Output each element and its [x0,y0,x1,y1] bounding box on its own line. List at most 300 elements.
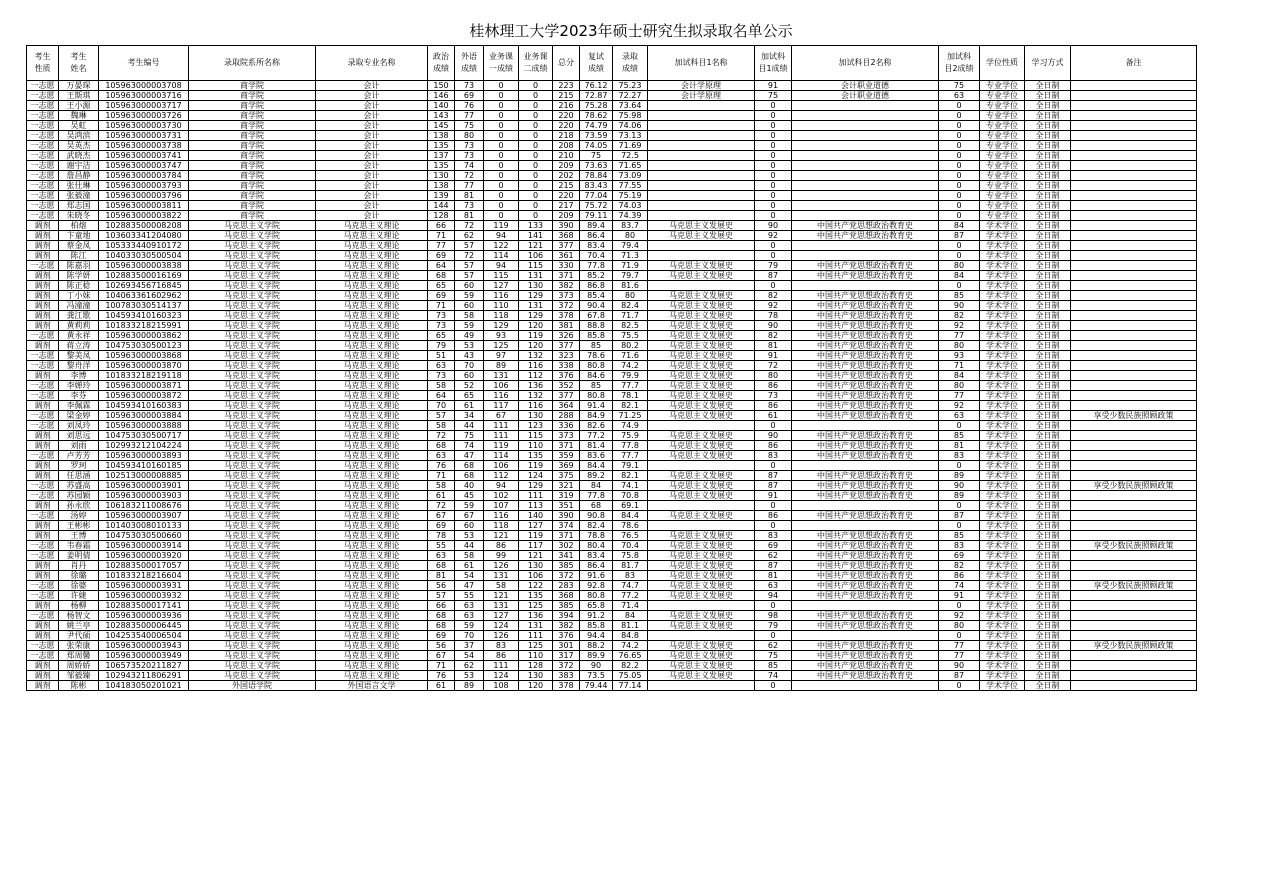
table-cell: 中国共产党思想政治教育史 [792,231,939,241]
table-cell: 390 [553,221,580,231]
table-cell [1071,371,1197,381]
table-cell: 马克思主义学院 [189,291,316,301]
table-cell: 80 [455,131,484,141]
table-cell: 67 [428,511,455,521]
table-cell [1071,471,1197,481]
table-cell: 0 [755,151,792,161]
table-cell: 全日制 [1025,681,1071,691]
table-cell [648,281,755,291]
table-cell: 77.04 [580,191,613,201]
table-cell: 学术学位 [980,411,1025,421]
table-cell: 90 [580,661,613,671]
table-cell: 71.25 [613,411,648,421]
table-cell: 肖丹 [59,561,99,571]
table-cell: 82.1 [613,471,648,481]
table-cell: 0 [755,181,792,191]
table-cell: 学术学位 [980,561,1025,571]
table-cell: 马克思主义发展史 [648,641,755,651]
table-cell: 131 [519,621,553,631]
column-header: 加试科目1名称 [648,46,755,81]
table-cell: 373 [553,431,580,441]
table-cell: 调剂 [27,671,59,681]
table-cell: 59 [455,501,484,511]
table-cell: 61 [428,491,455,501]
table-cell: 马克思主义理论 [316,301,428,311]
table-cell: 86 [484,541,519,551]
table-cell: 75.28 [580,101,613,111]
table-cell: 万晏琛 [59,81,99,91]
table-cell: 学术学位 [980,611,1025,621]
table-row [27,121,1197,131]
table-cell: 陈正稔 [59,281,99,291]
table-cell: 黎美凤 [59,351,99,361]
table-cell: 87 [755,561,792,571]
table-cell: 马克思主义学院 [189,431,316,441]
table-cell: 136 [519,611,553,621]
table-cell: 82 [939,561,980,571]
table-cell: 一志愿 [27,101,59,111]
table-cell: 调剂 [27,271,59,281]
table-cell [1071,301,1197,311]
table-cell: 78.6 [613,521,648,531]
table-cell: 85 [939,531,980,541]
table-cell: 78.62 [580,111,613,121]
table-row [27,191,1197,201]
table-cell: 57 [455,241,484,251]
table-cell: 马克思主义学院 [189,441,316,451]
table-cell: 中国共产党思想政治教育史 [792,271,939,281]
table-cell: 一志愿 [27,651,59,661]
table-cell: 陈嘉羽 [59,261,99,271]
table-cell: 105963000003903 [99,491,189,501]
table-cell: 102883500016169 [99,271,189,281]
table-cell: 105963000003893 [99,451,189,461]
table-cell: 马克思主义学院 [189,381,316,391]
table-cell: 326 [553,331,580,341]
table-cell: 111 [519,631,553,641]
table-cell: 0 [939,211,980,221]
table-cell: 0 [484,151,519,161]
table-cell: 全日制 [1025,151,1071,161]
table-cell: 301 [553,641,580,651]
table-cell: 56 [428,641,455,651]
table-row [27,371,1197,381]
table-cell: 81 [428,571,455,581]
table-cell: 76 [428,461,455,471]
table-cell: 116 [519,401,553,411]
table-cell: 一志愿 [27,381,59,391]
table-cell: 0 [939,111,980,121]
table-cell: 368 [553,231,580,241]
table-cell [1071,81,1197,91]
table-cell: 0 [484,141,519,151]
table-cell: 105963000003731 [99,131,189,141]
table-cell: 学术学位 [980,381,1025,391]
table-cell: 学术学位 [980,311,1025,321]
table-cell: 全日制 [1025,81,1071,91]
table-cell: 74.06 [613,121,648,131]
table-cell: 377 [553,391,580,401]
table-cell: 全日制 [1025,261,1071,271]
table-cell: 0 [939,681,980,691]
table-cell: 调剂 [27,311,59,321]
table-cell: 382 [553,281,580,291]
table-cell: 马克思主义理论 [316,521,428,531]
table-cell: 享受少数民族照顾政策 [1071,541,1197,551]
table-cell: 54 [455,571,484,581]
table-cell: 86 [755,401,792,411]
table-cell: 150 [428,81,455,91]
table-cell [792,161,939,171]
column-header: 政治 成绩 [428,46,455,81]
table-cell: 学术学位 [980,471,1025,481]
table-cell: 0 [755,101,792,111]
table-cell [648,121,755,131]
table-cell: 70.8 [613,491,648,501]
table-row [27,131,1197,141]
table-cell: 刘凤玲 [59,421,99,431]
table-cell: 90 [755,221,792,231]
table-cell: 130 [519,561,553,571]
column-header: 加试科目2名称 [792,46,939,81]
table-cell: 82.6 [580,421,613,431]
table-cell: 马克思主义理论 [316,441,428,451]
table-cell: 79.11 [580,211,613,221]
table-cell: 全日制 [1025,431,1071,441]
table-cell: 全日制 [1025,621,1071,631]
table-cell: 冯潼潼 [59,301,99,311]
table-cell: 302 [553,541,580,551]
table-cell: 马克思主义发展史 [648,571,755,581]
table-body [27,81,1197,691]
table-cell: 89 [455,681,484,691]
table-cell: 0 [755,521,792,531]
table-cell: 77 [455,111,484,121]
table-cell [1071,631,1197,641]
table-cell: 146 [428,91,455,101]
table-cell: 90 [939,661,980,671]
table-cell: 马克思主义理论 [316,541,428,551]
table-cell: 223 [553,81,580,91]
table-row [27,331,1197,341]
table-cell: 学术学位 [980,341,1025,351]
table-cell: 123 [519,421,553,431]
column-header: 加试科 目1成绩 [755,46,792,81]
table-cell: 105963000003907 [99,511,189,521]
table-cell: 0 [519,121,553,131]
table-cell: 马克思主义学院 [189,411,316,421]
column-header: 学习方式 [1025,46,1071,81]
table-cell: 71.9 [613,261,648,271]
table-cell: 63 [755,581,792,591]
table-cell: 68 [428,611,455,621]
table-cell: 调剂 [27,301,59,311]
table-row [27,141,1197,151]
table-cell: 马克思主义理论 [316,361,428,371]
table-cell: 68 [428,441,455,451]
table-cell: 0 [939,251,980,261]
table-cell: 马克思主义学院 [189,351,316,361]
table-cell: 116 [519,361,553,371]
table-cell: 中国共产党思想政治教育史 [792,511,939,521]
table-cell: 0 [755,251,792,261]
table-cell [1071,501,1197,511]
table-cell [1071,341,1197,351]
table-cell: 中国共产党思想政治教育史 [792,481,939,491]
table-cell: 34 [455,411,484,421]
table-cell: 105963000003901 [99,481,189,491]
table-row [27,521,1197,531]
table-cell: 0 [939,131,980,141]
table-cell: 105963000003862 [99,331,189,341]
table-cell: 372 [553,661,580,671]
table-cell: 378 [553,311,580,321]
table-cell: 377 [553,241,580,251]
table-cell: 119 [519,461,553,471]
table-cell: 61 [455,561,484,571]
table-cell: 黄永祥 [59,331,99,341]
table-cell: 58 [428,481,455,491]
table-cell: 75.9 [613,431,648,441]
table-cell: 377 [553,341,580,351]
table-cell: 390 [553,511,580,521]
table-cell: 中国共产党思想政治教育史 [792,561,939,571]
table-cell: 一志愿 [27,331,59,341]
table-cell: 马克思主义理论 [316,481,428,491]
table-cell: 马克思主义学院 [189,581,316,591]
table-cell: 66 [428,601,455,611]
table-cell: 105963000003870 [99,361,189,371]
table-cell: 马克思主义学院 [189,641,316,651]
table-cell: 372 [553,571,580,581]
table-cell: 学术学位 [980,291,1025,301]
table-cell: 80 [939,341,980,351]
table-cell: 马克思主义学院 [189,301,316,311]
table-cell: 全日制 [1025,131,1071,141]
table-cell: 全日制 [1025,271,1071,281]
table-cell: 徐璐 [59,571,99,581]
table-cell: 104033030500504 [99,251,189,261]
table-cell: 马克思主义发展史 [648,401,755,411]
table-cell: 125 [519,641,553,651]
table-cell: 马克思主义发展史 [648,531,755,541]
table-cell: 中国共产党思想政治教育史 [792,441,939,451]
table-cell: 0 [519,131,553,141]
table-cell: 马克思主义理论 [316,381,428,391]
table-cell: 一志愿 [27,191,59,201]
table-cell: 全日制 [1025,601,1071,611]
table-cell [1071,391,1197,401]
table-cell [1071,241,1197,251]
table-cell: 全日制 [1025,201,1071,211]
table-cell: 马克思主义发展史 [648,381,755,391]
table-cell: 马克思主义学院 [189,391,316,401]
table-cell: 全日制 [1025,181,1071,191]
table-cell: 专业学位 [980,151,1025,161]
table-cell: 61 [428,681,455,691]
table-cell: 131 [519,301,553,311]
table-cell: 82.5 [613,321,648,331]
table-cell: 马克思主义理论 [316,461,428,471]
table-cell: 马克思主义学院 [189,511,316,521]
table-cell: 一志愿 [27,131,59,141]
table-cell [1071,191,1197,201]
table-cell: 85 [939,431,980,441]
table-cell: 78 [428,531,455,541]
table-cell: 47 [455,451,484,461]
table-cell: 全日制 [1025,241,1071,251]
table-cell: 84.8 [613,631,648,641]
table-cell: 马克思主义理论 [316,311,428,321]
table-cell [1071,261,1197,271]
table-cell: 马克思主义发展史 [648,581,755,591]
table-cell: 69 [755,541,792,551]
table-cell: 105963000003888 [99,421,189,431]
table-cell: 全日制 [1025,391,1071,401]
table-cell: 75 [580,151,613,161]
table-cell: 216 [553,101,580,111]
table-cell [1071,111,1197,121]
table-cell: 73 [455,201,484,211]
table-cell: 57 [455,271,484,281]
table-cell: 106 [484,381,519,391]
table-row [27,441,1197,451]
table-cell: 一志愿 [27,141,59,151]
table-cell: 129 [519,311,553,321]
table-cell: 马克思主义学院 [189,651,316,661]
table-cell: 一志愿 [27,351,59,361]
table-cell: 0 [519,171,553,181]
table-cell [1071,221,1197,231]
table-cell: 会计 [316,211,428,221]
table-cell: 0 [939,141,980,151]
table-cell: 外国语言文学 [316,681,428,691]
table-cell: 马克思主义发展史 [648,611,755,621]
table-cell: 一志愿 [27,541,59,551]
table-cell: 中国共产党思想政治教育史 [792,301,939,311]
table-cell: 0 [939,241,980,251]
table-cell: 74.03 [613,201,648,211]
table-cell: 全日制 [1025,441,1071,451]
table-cell: 黎舟洋 [59,361,99,371]
table-cell: 374 [553,521,580,531]
table-cell: 调剂 [27,441,59,451]
table-cell: 75 [939,81,980,91]
table-cell: 90 [755,431,792,441]
table-cell: 全日制 [1025,191,1071,201]
table-cell: 74 [455,161,484,171]
table-cell: 126 [484,561,519,571]
table-cell: 马克思主义理论 [316,241,428,251]
table-row [27,91,1197,101]
table-cell: 67 [455,511,484,521]
table-cell: 73.64 [613,101,648,111]
table-row [27,571,1197,581]
table-cell [1071,491,1197,501]
table-cell: 84 [939,271,980,281]
table-row [27,391,1197,401]
table-cell: 中国共产党思想政治教育史 [792,341,939,351]
table-cell: 0 [755,461,792,471]
table-cell: 中国共产党思想政治教育史 [792,391,939,401]
table-cell: 138 [428,181,455,191]
table-row [27,221,1197,231]
table-cell [1071,151,1197,161]
table-cell: 邹毅臻 [59,671,99,681]
column-header: 录取院系所名称 [189,46,316,81]
table-cell [1071,561,1197,571]
table-cell: 马克思主义理论 [316,451,428,461]
table-cell: 专业学位 [980,201,1025,211]
table-cell [792,461,939,471]
table-cell: 68 [428,271,455,281]
table-cell: 马克思主义理论 [316,591,428,601]
table-cell: 全日制 [1025,301,1071,311]
table-cell: 张仕琳 [59,181,99,191]
table-cell: 郑志国 [59,201,99,211]
table-cell: 76 [455,101,484,111]
table-row [27,341,1197,351]
table-cell: 中国共产党思想政治教育史 [792,451,939,461]
table-cell: 调剂 [27,251,59,261]
table-cell: 全日制 [1025,141,1071,151]
table-cell: 210 [553,151,580,161]
table-cell: 83 [755,531,792,541]
table-cell: 104593410160185 [99,461,189,471]
table-cell: 106 [484,461,519,471]
table-cell: 调剂 [27,471,59,481]
table-cell: 学术学位 [980,251,1025,261]
table-cell: 全日制 [1025,571,1071,581]
table-cell: 63 [455,611,484,621]
table-cell: 学术学位 [980,221,1025,231]
table-cell: 学术学位 [980,481,1025,491]
table-cell [1071,381,1197,391]
table-cell: 115 [484,271,519,281]
table-cell: 105963000003949 [99,651,189,661]
table-cell: 78.84 [580,171,613,181]
table-cell: 学术学位 [980,681,1025,691]
table-cell: 143 [428,111,455,121]
table-cell: 马克思主义理论 [316,671,428,681]
table-cell: 0 [755,161,792,171]
table-cell: 全日制 [1025,221,1071,231]
table-cell: 105333440910172 [99,241,189,251]
table-cell: 69.1 [613,501,648,511]
table-cell: 371 [553,271,580,281]
table-cell: 马克思主义学院 [189,261,316,271]
table-cell: 0 [939,631,980,641]
table-cell [648,631,755,641]
table-cell: 任思涵 [59,471,99,481]
table-cell: 马克思主义发展史 [648,451,755,461]
table-cell: 81 [455,211,484,221]
table-cell: 马克思主义发展史 [648,221,755,231]
table-cell: 马克思主义学院 [189,571,316,581]
table-cell: 92 [755,231,792,241]
table-cell: 383 [553,671,580,681]
table-cell: 马克思主义发展史 [648,231,755,241]
table-cell: 学术学位 [980,431,1025,441]
table-row [27,531,1197,541]
table-cell: 371 [553,531,580,541]
table-cell: 102693456716845 [99,281,189,291]
table-cell: 调剂 [27,341,59,351]
table-cell: 58 [455,551,484,561]
table-cell: 317 [553,651,580,661]
table-cell: 141 [519,231,553,241]
table-cell: 外国语学院 [189,681,316,691]
